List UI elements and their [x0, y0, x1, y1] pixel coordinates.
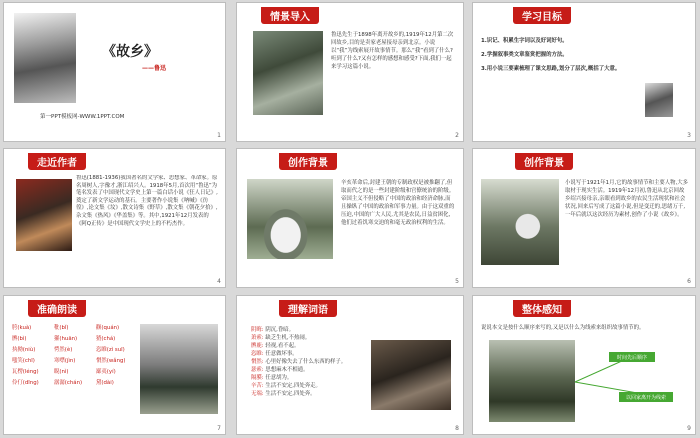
slide-2[interactable]	[237, 3, 463, 141]
pinyin-item: 瓦楞(léng)	[12, 369, 39, 375]
term: 萧索:	[251, 335, 264, 341]
boat-photo	[489, 340, 575, 422]
figure-illustration	[645, 83, 673, 117]
definition: 思想麻木不相通。	[265, 367, 309, 373]
pinyin-item: 执拗(niù)	[12, 347, 36, 353]
slide-7[interactable]	[4, 296, 225, 434]
title-illustration	[14, 13, 76, 103]
definition: 生活不安定,四处奔。	[265, 391, 316, 397]
slide-6[interactable]	[473, 149, 695, 287]
term-row	[251, 326, 401, 334]
term: 阴晦:	[251, 327, 264, 333]
slide-number: 4	[217, 278, 221, 285]
slide-number: 6	[687, 278, 691, 285]
slide-number: 5	[455, 278, 459, 285]
boat-photo	[253, 31, 323, 115]
goal-1: 1.识记、积累生字词以及好词好句。	[481, 38, 568, 44]
slide-5[interactable]	[237, 149, 463, 287]
definition: 任意胡为。	[265, 375, 293, 381]
pinyin-item: 猹(chá)	[96, 336, 116, 342]
pinyin-item: 髀(bì)	[12, 336, 27, 342]
slide-title: 《故乡》	[102, 44, 158, 60]
slide-banner: 情景导入	[261, 7, 319, 24]
definition: 阴沉,昏暗。	[265, 327, 294, 333]
term: 恣睢:	[251, 351, 264, 357]
goal-3: 3.用小说三要素梳理了课文思路,划分了层次,概括了大意。	[481, 66, 621, 72]
pinyin-item: 愕然(è)	[54, 347, 73, 353]
slide-banner: 准确朗读	[28, 300, 86, 317]
slide-text: 鲁迅先生于1898年离开故乡的,1919年12月第二次回故乡,目的是卖家老屋接母亲到北京。小说以“我”为线索展开故事情节。那么“我”看到了什么?听到了什么?又有怎样的感想和感受?下面,我们一起来学习这篇小说。	[331, 32, 454, 70]
slide-banner: 走近作者	[28, 153, 86, 170]
slide-number: 1	[217, 132, 221, 139]
slide-number: 2	[455, 132, 459, 139]
pinyin-item: 睨(nì)	[54, 369, 69, 375]
definition: 任意做坏事。	[265, 351, 298, 357]
definition: 心里好像失去了什么东西的样子。	[265, 359, 347, 365]
slide-number: 8	[455, 425, 459, 432]
pinyin-item: 恣睢(zì suī)	[96, 347, 125, 353]
answer-box-2: 以回家离开为线索	[619, 392, 673, 402]
slide-text: 辛亥革命后,封建王朝的专制政权是被推翻了,但取而代之的是一些封建阶级和官僚统治的阶级。帝国主义不但侵略了中国的政治和经济命脉,而且操纵了中国的政治和军事力量。由于这双重的压迫,中国的广大人民,尤其是农民,日益贫困化,他们过着饥寒交迫的和毫无政治权利的生活。	[341, 180, 455, 226]
author-photo	[16, 179, 72, 251]
bridge-photo	[247, 179, 333, 259]
slide-banner: 学习目标	[513, 7, 571, 24]
canal-photo	[481, 179, 559, 265]
term: 惘然:	[251, 359, 264, 365]
slide-question: 说说本文是按什么顺序来写的,又是以什么为线索来组织故事情节的。	[481, 325, 645, 331]
slide-4[interactable]	[4, 149, 225, 287]
slide-author: ——鲁迅	[142, 65, 167, 72]
pinyin-grid	[12, 324, 136, 387]
figure-photo	[371, 340, 451, 410]
slide-banner: 创作背景	[279, 153, 337, 170]
slide-3[interactable]	[473, 3, 695, 141]
term: 辛苦:	[251, 383, 264, 389]
term: 髀鹿:	[251, 343, 264, 349]
pinyin-item: 胯(kuà)	[12, 325, 32, 331]
slide-8[interactable]	[237, 296, 463, 434]
slide-banner: 创作背景	[515, 153, 573, 170]
term: 隔膜:	[251, 375, 264, 381]
definition: 轻视,看不起。	[265, 343, 300, 349]
pinyin-item: 鄙夷(yí)	[96, 369, 116, 375]
slide-banner: 整体感知	[513, 300, 571, 317]
pinyin-item: 潺潺(chán)	[54, 380, 83, 386]
pinyin-item: 黛(dài)	[96, 380, 114, 386]
boat-photo	[140, 324, 218, 414]
definition: 缺乏生机,不热闹。	[265, 335, 311, 341]
slide-footer: 第一PPT模板网-WWW.1PPT.COM	[40, 114, 125, 120]
pinyin-item: 寒噤(jìn)	[54, 358, 76, 364]
slide-text: 小说写于1921年1月,它的故事情节和主要人物,大多取材于现实生活。1919年12月初,鲁迅从北京回故乡绍兴接母亲,亲眼看到故乡的农民生活现状和社会状况,回来后写成了这篇小说,但是变迁的,思绪万千,一年后就以这次经历为素材,创作了小说《故乡》。	[565, 180, 688, 218]
slide-number: 7	[217, 425, 221, 432]
answer-box-1: 时间先后顺序	[609, 352, 655, 362]
pinyin-item: 獾(huān)	[54, 336, 78, 342]
slide-banner: 理解词语	[279, 300, 337, 317]
definition: 生活不安定,四处奔走。	[265, 383, 321, 389]
slide-number: 9	[687, 425, 691, 432]
slide-9[interactable]	[473, 296, 695, 434]
pinyin-item: 颧(quán)	[96, 325, 120, 331]
pinyin-item: 嗤笑(chī)	[12, 358, 35, 364]
slide-number: 3	[687, 132, 691, 139]
slide-1[interactable]	[4, 3, 225, 141]
term: 瑟索:	[251, 367, 264, 373]
slide-text: 鲁迅(1881-1936)我国著名的文学家、思想家、革命家。原名周树人,字豫才,浙江绍兴人。1918年5月,首次用“鲁迅”为笔名发表了中国现代文学史上第一篇白话小说《狂人日记》,奠定了新文学运动的基石。主要著作小说集《呐喊》《彷徨》,论文集《坟》,散文诗集《野草》,散文集《朝花夕拾》,杂文集《热风》《华盖集》等。其中,1921年12月发表的《阿Q正传》是中国现代文学史上的不朽杰作。	[76, 175, 218, 227]
pinyin-item: 惘然(wǎng)	[96, 358, 126, 364]
goal-2: 2.学握叙事类文章鉴赏把握的方法。	[481, 52, 568, 58]
pinyin-item: 秕(bǐ)	[54, 325, 69, 331]
term: 无端:	[251, 391, 264, 397]
pinyin-item: 伶仃(dīng)	[12, 380, 39, 386]
